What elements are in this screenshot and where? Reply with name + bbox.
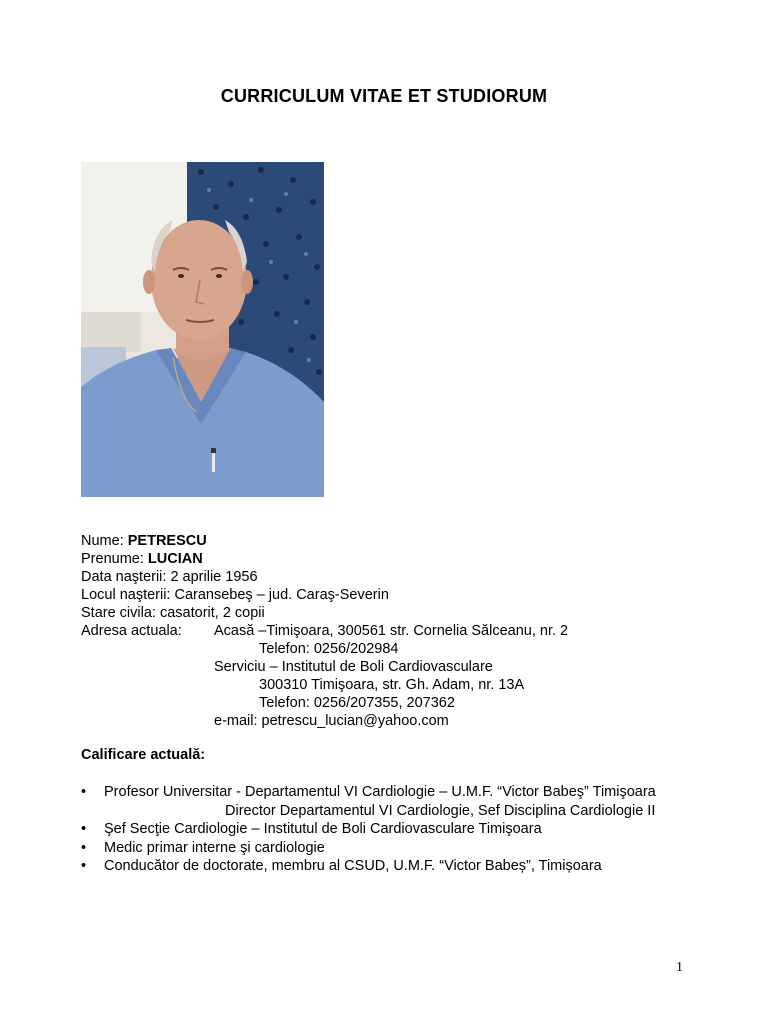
work-street: 300310 Timişoara, str. Gh. Adam, nr. 13A — [259, 677, 525, 693]
qualification-text: Conducător de doctorate, membru al CSUD, U.M.F. “Victor Babeș”, Timișoara — [104, 858, 602, 874]
bullet-icon: • — [81, 858, 87, 874]
civil-status: Stare civila: casatorit, 2 copii — [81, 605, 265, 621]
work-address: Serviciu – Institutul de Boli Cardiovasculare — [214, 659, 493, 675]
portrait-photo — [81, 162, 324, 497]
list-item — [81, 857, 741, 876]
name-label: Nume: — [81, 533, 124, 549]
address-label: Adresa actuala: — [81, 623, 182, 639]
bullet-icon: • — [81, 821, 87, 837]
page-number: 1 — [676, 960, 683, 975]
qualification-text: Şef Secţie Cardiologie – Institutul de Boli Cardiovasculare Timişoara — [104, 821, 542, 837]
firstname-label: Prenume: — [81, 551, 144, 567]
qualification-subtext: Director Departamentul VI Cardiologie, Sef Disciplina Cardiologie II — [225, 802, 656, 819]
qualification-list — [81, 783, 741, 876]
list-item — [81, 839, 741, 858]
firstname-row — [81, 550, 389, 568]
bullet-icon: • — [81, 839, 87, 856]
list-item — [81, 820, 741, 839]
email: e-mail: petrescu_lucian@yahoo.com — [214, 713, 449, 729]
birthplace: Locul naşterii: Caransebeş – jud. Caraş-Severin — [81, 587, 389, 603]
name-value: PETRESCU — [127, 533, 207, 549]
firstname-value: LUCIAN — [147, 551, 203, 567]
document-title: CURRICULUM VITAE ET STUDIORUM — [220, 86, 548, 106]
qualification-text: Medic primar interne şi cardiologie — [104, 839, 325, 856]
home-phone: Telefon: 0256/202984 — [259, 641, 399, 657]
bullet-icon: • — [81, 784, 87, 800]
portrait-illustration — [81, 162, 324, 497]
work-phone: Telefon: 0256/207355, 207362 — [259, 695, 455, 711]
home-address: Acasă –Timişoara, 300561 str. Cornelia Sălceanu, nr. 2 — [214, 623, 569, 639]
qualification-text: Profesor Universitar - Departamentul VI Cardiologie – U.M.F. “Victor Babeş” Timişoara — [104, 784, 656, 800]
list-item — [81, 783, 741, 820]
personal-info — [81, 532, 389, 622]
name-row — [81, 532, 389, 550]
birthdate: Data naşterii: 2 aprilie 1956 — [81, 569, 258, 585]
qualification-heading: Calificare actuală: — [81, 747, 206, 763]
